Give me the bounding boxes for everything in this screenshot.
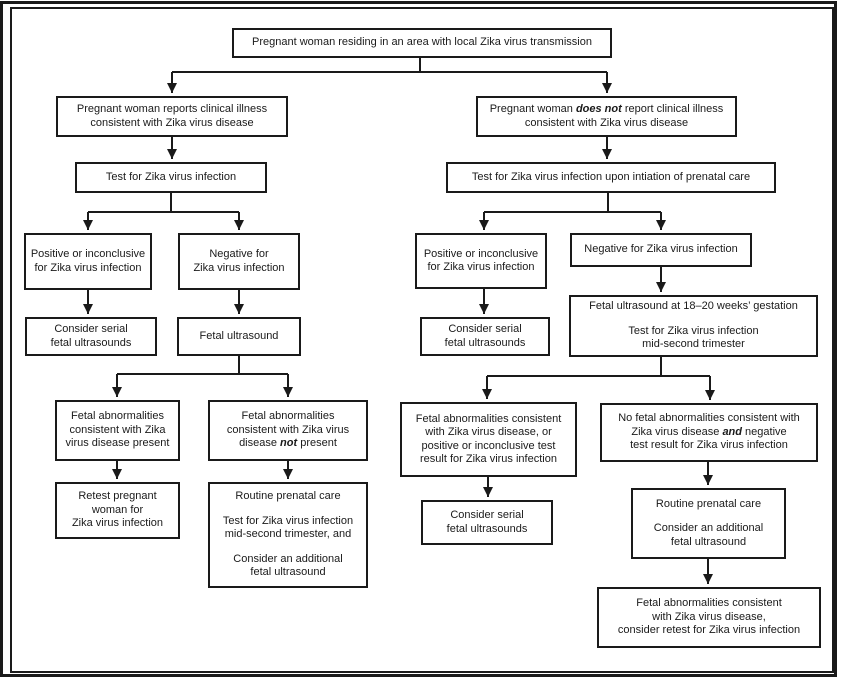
node-right-routine-prenatal-care: Routine prenatal care Consider an additional fetal ultrasound: [631, 488, 786, 559]
node-no-abnormalities-negative-test: No fetal abnormalities consistent with Zika virus disease and negative test result for Zika virus infection: [600, 403, 818, 462]
node-root-residing-area: Pregnant woman residing in an area with local Zika virus transmission: [232, 28, 612, 58]
node-test-zika-prenatal-care: Test for Zika virus infection upon intiation of prenatal care: [446, 162, 776, 193]
node-left-consider-serial-ultrasounds: Consider serial fetal ultrasounds: [25, 317, 157, 356]
node-right-positive-inconclusive: Positive or inconclusive for Zika virus infection: [415, 233, 547, 289]
node-abnormalities-not-present: Fetal abnormalities consistent with Zika virus disease not present: [208, 400, 368, 461]
node-abnormalities-consider-retest: Fetal abnormalities consistent with Zika virus disease, consider retest for Zika virus infection: [597, 587, 821, 648]
node-reports-illness: Pregnant woman reports clinical illness consistent with Zika virus disease: [56, 96, 288, 137]
node-retest-pregnant-woman: Retest pregnant woman for Zika virus infection: [55, 482, 180, 539]
node-left-negative: Negative for Zika virus infection: [178, 233, 300, 290]
node-does-not-report-illness: Pregnant woman does not report clinical illness consistent with Zika virus disease: [476, 96, 737, 137]
node-left-fetal-ultrasound: Fetal ultrasound: [177, 317, 301, 356]
node-left-positive-inconclusive: Positive or inconclusive for Zika virus infection: [24, 233, 152, 290]
node-bottom-consider-serial-ultrasounds: Consider serial fetal ultrasounds: [421, 500, 553, 545]
node-abnormalities-or-positive-test: Fetal abnormalities consistent with Zika virus disease, or positive or inconclusive test result for Zika virus infection: [400, 402, 577, 477]
node-test-zika: Test for Zika virus infection: [75, 162, 267, 193]
node-ultrasound-18-20-weeks: Fetal ultrasound at 18–20 weeks’ gestation Test for Zika virus infection mid-second trimester: [569, 295, 818, 357]
node-abnormalities-present: Fetal abnormalities consistent with Zika virus disease present: [55, 400, 180, 461]
node-left-routine-prenatal-care: Routine prenatal care Test for Zika virus infection mid-second trimester, and Consider an additional fetal ultrasound: [208, 482, 368, 588]
node-right-consider-serial-ultrasounds: Consider serial fetal ultrasounds: [420, 317, 550, 356]
node-right-negative: Negative for Zika virus infection: [570, 233, 752, 267]
